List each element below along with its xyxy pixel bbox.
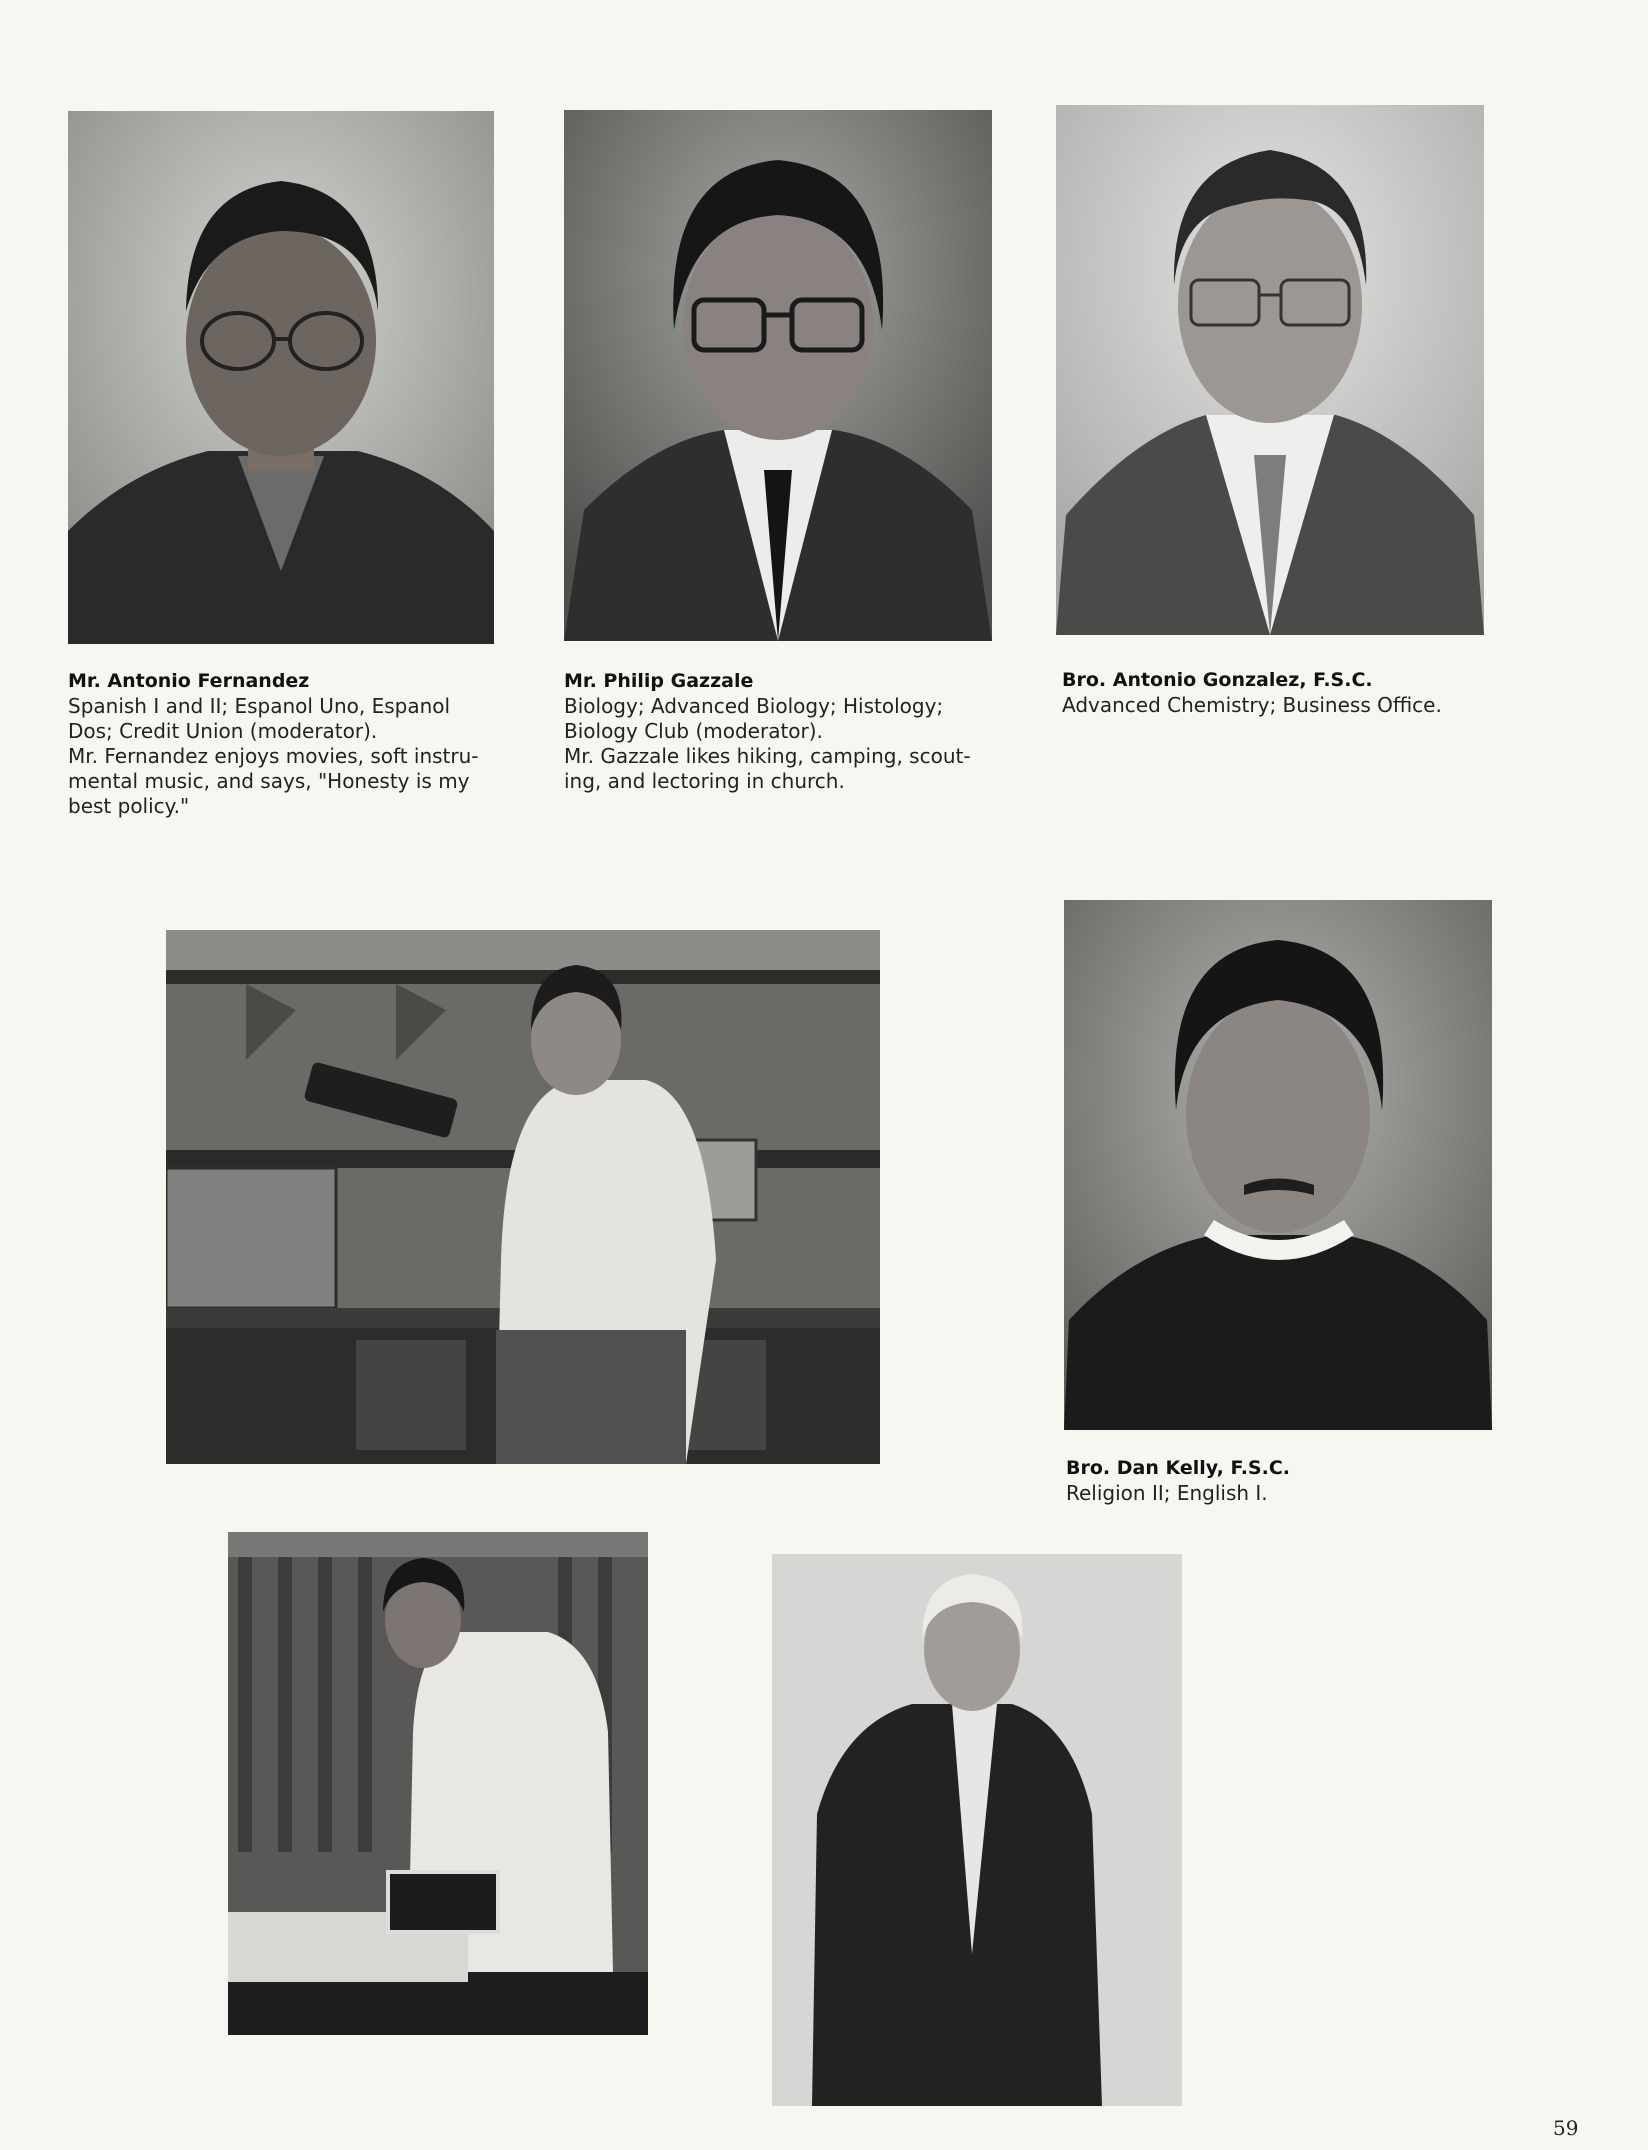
- caption-gonzalez: [1062, 668, 1542, 718]
- caption-line: Mr. Gazzale likes hiking, camping, scout-: [564, 744, 971, 768]
- portrait-photo-fernandez: [68, 111, 494, 644]
- caption-line: Biology Club (moderator).: [564, 719, 823, 743]
- candid-photo-biology-lab: [166, 930, 880, 1464]
- caption-line: Mr. Fernandez enjoys movies, soft instru-: [68, 744, 479, 768]
- caption-kelly: [1066, 1456, 1486, 1506]
- caption-line: mental music, and says, "Honesty is my: [68, 769, 470, 793]
- portrait-photo-kelly: [1064, 900, 1492, 1430]
- teacher-name: Bro. Dan Kelly, F.S.C.: [1066, 1457, 1290, 1479]
- page-number: 59: [1553, 2116, 1579, 2140]
- portrait-photo-gazzale: [564, 110, 992, 641]
- teacher-name: Mr. Philip Gazzale: [564, 670, 754, 692]
- teacher-name: Bro. Antonio Gonzalez, F.S.C.: [1062, 669, 1373, 691]
- caption-fernandez: [68, 669, 508, 819]
- teacher-name: Mr. Antonio Fernandez: [68, 670, 310, 692]
- caption-line: Dos; Credit Union (moderator).: [68, 719, 378, 743]
- candid-photo-fernandez-books: [228, 1532, 648, 2035]
- caption-line: ing, and lectoring in church.: [564, 769, 845, 793]
- candid-photo-gonzalez-standing: [772, 1554, 1182, 2106]
- portrait-photo-gonzalez: [1056, 105, 1484, 635]
- caption-line: Biology; Advanced Biology; Histology;: [564, 694, 944, 718]
- caption-line: Religion II; English I.: [1066, 1481, 1268, 1505]
- caption-gazzale: [564, 669, 1004, 794]
- caption-line: Advanced Chemistry; Business Office.: [1062, 693, 1442, 717]
- caption-line: best policy.": [68, 794, 190, 818]
- caption-line: Spanish I and II; Espanol Uno, Espanol: [68, 694, 451, 718]
